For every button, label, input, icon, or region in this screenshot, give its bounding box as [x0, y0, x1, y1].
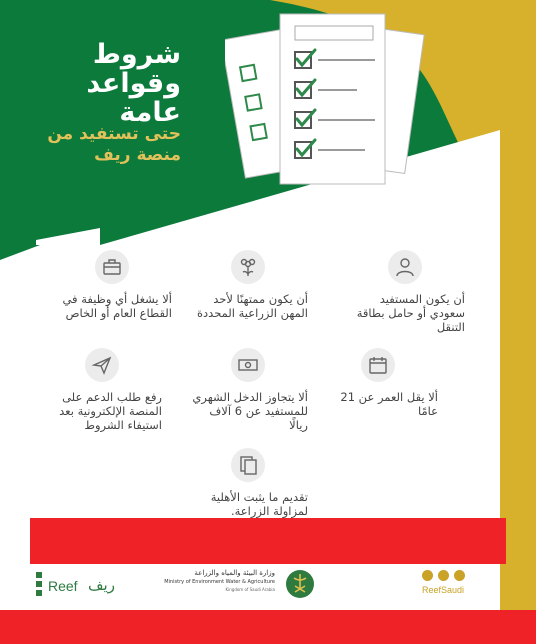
condition-item [52, 250, 172, 320]
kingdom-name-en: Kingdom of Saudi Arabia [225, 587, 275, 592]
condition-item [42, 348, 162, 432]
page-title: شروط وقواعد عامة [86, 39, 181, 128]
condition-text: أن يكون المستفيد سعودي أو حامل بطاقة التنقل [356, 292, 465, 334]
money-icon [231, 348, 265, 382]
condition-item [345, 250, 465, 334]
social-links [422, 570, 482, 600]
instagram-icon[interactable] [454, 570, 465, 581]
send-icon [85, 348, 119, 382]
condition-item [188, 348, 308, 432]
snapchat-icon[interactable] [422, 570, 433, 581]
ministry-name-en: Ministry of Environment Water & Agriculture [164, 579, 275, 585]
briefcase-icon [95, 250, 129, 284]
reef-logo-ar: ريف [88, 576, 115, 594]
plant-icon [231, 250, 265, 284]
person-icon [388, 250, 422, 284]
condition-text: ألا يتجاوز الدخل الشهري للمستفيد عن 6 آلاف ريالًا [192, 390, 308, 432]
condition-text: تقديم ما يثبت الأهلية لمزاولة الزراعة. [210, 490, 308, 518]
bottom-red-bar [0, 610, 536, 644]
ministry-logo [164, 568, 315, 602]
condition-item [188, 448, 308, 518]
reef-logo [42, 572, 115, 600]
condition-text: ألا يشغل أي وظيفة في القطاع العام أو الخاص [62, 292, 172, 320]
documents-icon [231, 448, 265, 482]
condition-text: ألا يقل العمر عن 21 عامًا [340, 390, 438, 418]
calendar-icon [361, 348, 395, 382]
condition-item [188, 250, 308, 320]
social-handle: ReefSaudi [422, 585, 465, 595]
reef-logo-en: Reef [48, 578, 78, 594]
checklist-illustration [225, 8, 425, 198]
page-subtitle: حتى تستفيد من منصة ريف [47, 124, 181, 165]
condition-item [318, 348, 438, 418]
condition-text: أن يكون ممتهنًا لأحد المهن الزراعية المحددة [197, 292, 308, 320]
ministry-name-ar: وزارة البيئة والمياه والزراعة [194, 569, 275, 577]
condition-text: رفع طلب الدعم على المنصة الإلكترونية بعد استيفاء الشروط [59, 390, 162, 432]
reef-mark-icon [36, 572, 44, 598]
red-banner [30, 518, 506, 564]
ministry-emblem-icon [285, 568, 315, 600]
twitter-icon[interactable] [438, 570, 449, 581]
